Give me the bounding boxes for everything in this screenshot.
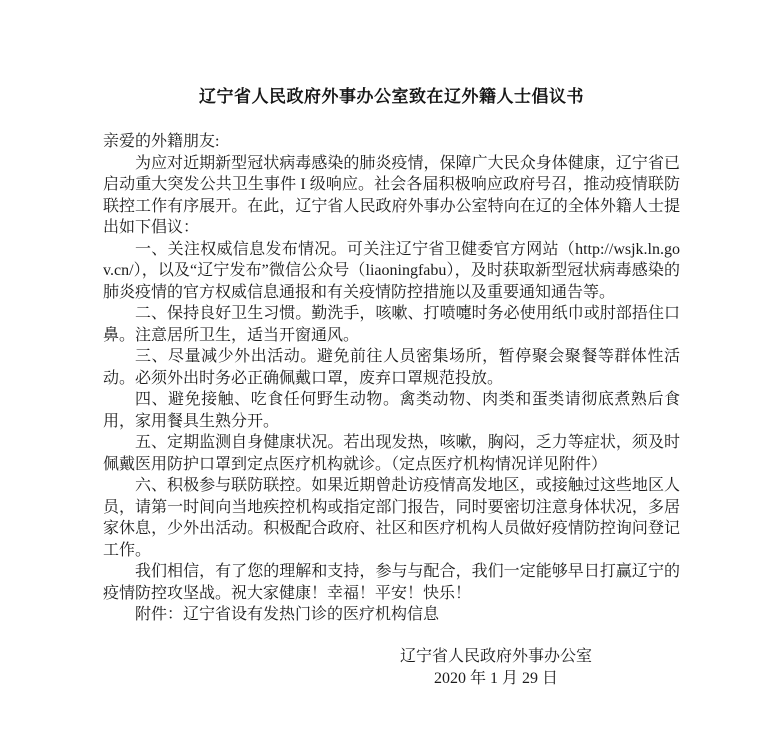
attachment-note: 附件：辽宁省设有发热门诊的医疗机构信息 <box>135 606 440 623</box>
page-title: 辽宁省人民政府外事办公室致在辽外籍人士倡议书 <box>199 87 584 106</box>
item-3-paragraph: 三、尽量减少外出活动。避免前往人员密集场所，暂停聚会聚餐等群体性活动。必须外出时务必正确佩戴口罩，废弃口罩规范投放。 <box>103 348 680 387</box>
item-5-paragraph: 五、定期监测自身健康状况。若出现发热，咳嗽，胸闷，乏力等症状，须及时佩戴医用防护口罩到定点医疗机构就诊。（定点医疗机构情况详见附件） <box>103 434 680 473</box>
document-page <box>103 86 680 691</box>
closing-paragraph: 我们相信，有了您的理解和支持，参与与配合，我们一定能够早日打赢辽宁的疫情防控攻坚战。祝大家健康！幸福！平安！快乐！ <box>103 563 680 602</box>
signature-block <box>400 646 592 691</box>
intro-paragraph: 为应对近期新型冠状病毒感染的肺炎疫情，保障广大民众身体健康，辽宁省已启动重大突发公共卫生事件 I 级响应。社会各届积极响应政府号召，推动疫情联防联控工作有序展开。在此，辽宁省人民政府外事办公室特向在辽的全体外籍人士提出如下倡议： <box>103 154 680 236</box>
item-2-paragraph: 二、保持良好卫生习惯。勤洗手，咳嗽、打喷嚏时务必使用纸巾或肘部捂住口鼻。注意居所卫生，适当开窗通风。 <box>103 305 680 344</box>
item-1-paragraph: 一、关注权威信息发布情况。可关注辽宁省卫健委官方网站（http://wsjk.ln.gov.cn/），以及“辽宁发布”微信公众号（liaoningfabu），及时获取新型冠状病毒感染的肺炎疫情的官方权威信息通报和有关疫情防控措施以及重要通知通告等。 <box>103 240 680 301</box>
salutation: 亲爱的外籍朋友: <box>103 133 220 150</box>
item-4-paragraph: 四、避免接触、吃食任何野生动物。禽类动物、肉类和蛋类请彻底煮熟后食用，家用餐具生熟分开。 <box>103 391 680 430</box>
item-6-paragraph: 六、积极参与联防联控。如果近期曾赴访疫情高发地区，或接触过这些地区人员，请第一时间向当地疾控机构或指定部门报告，同时要密切注意身体状况，多居家休息，少外出活动。积极配合政府、社区和医疗机构人员做好疫情防控询问登记工作。 <box>103 477 680 559</box>
signature-organization: 辽宁省人民政府外事办公室 <box>399 647 592 665</box>
signature-date: 2020 年 1 月 29 日 <box>433 670 558 687</box>
